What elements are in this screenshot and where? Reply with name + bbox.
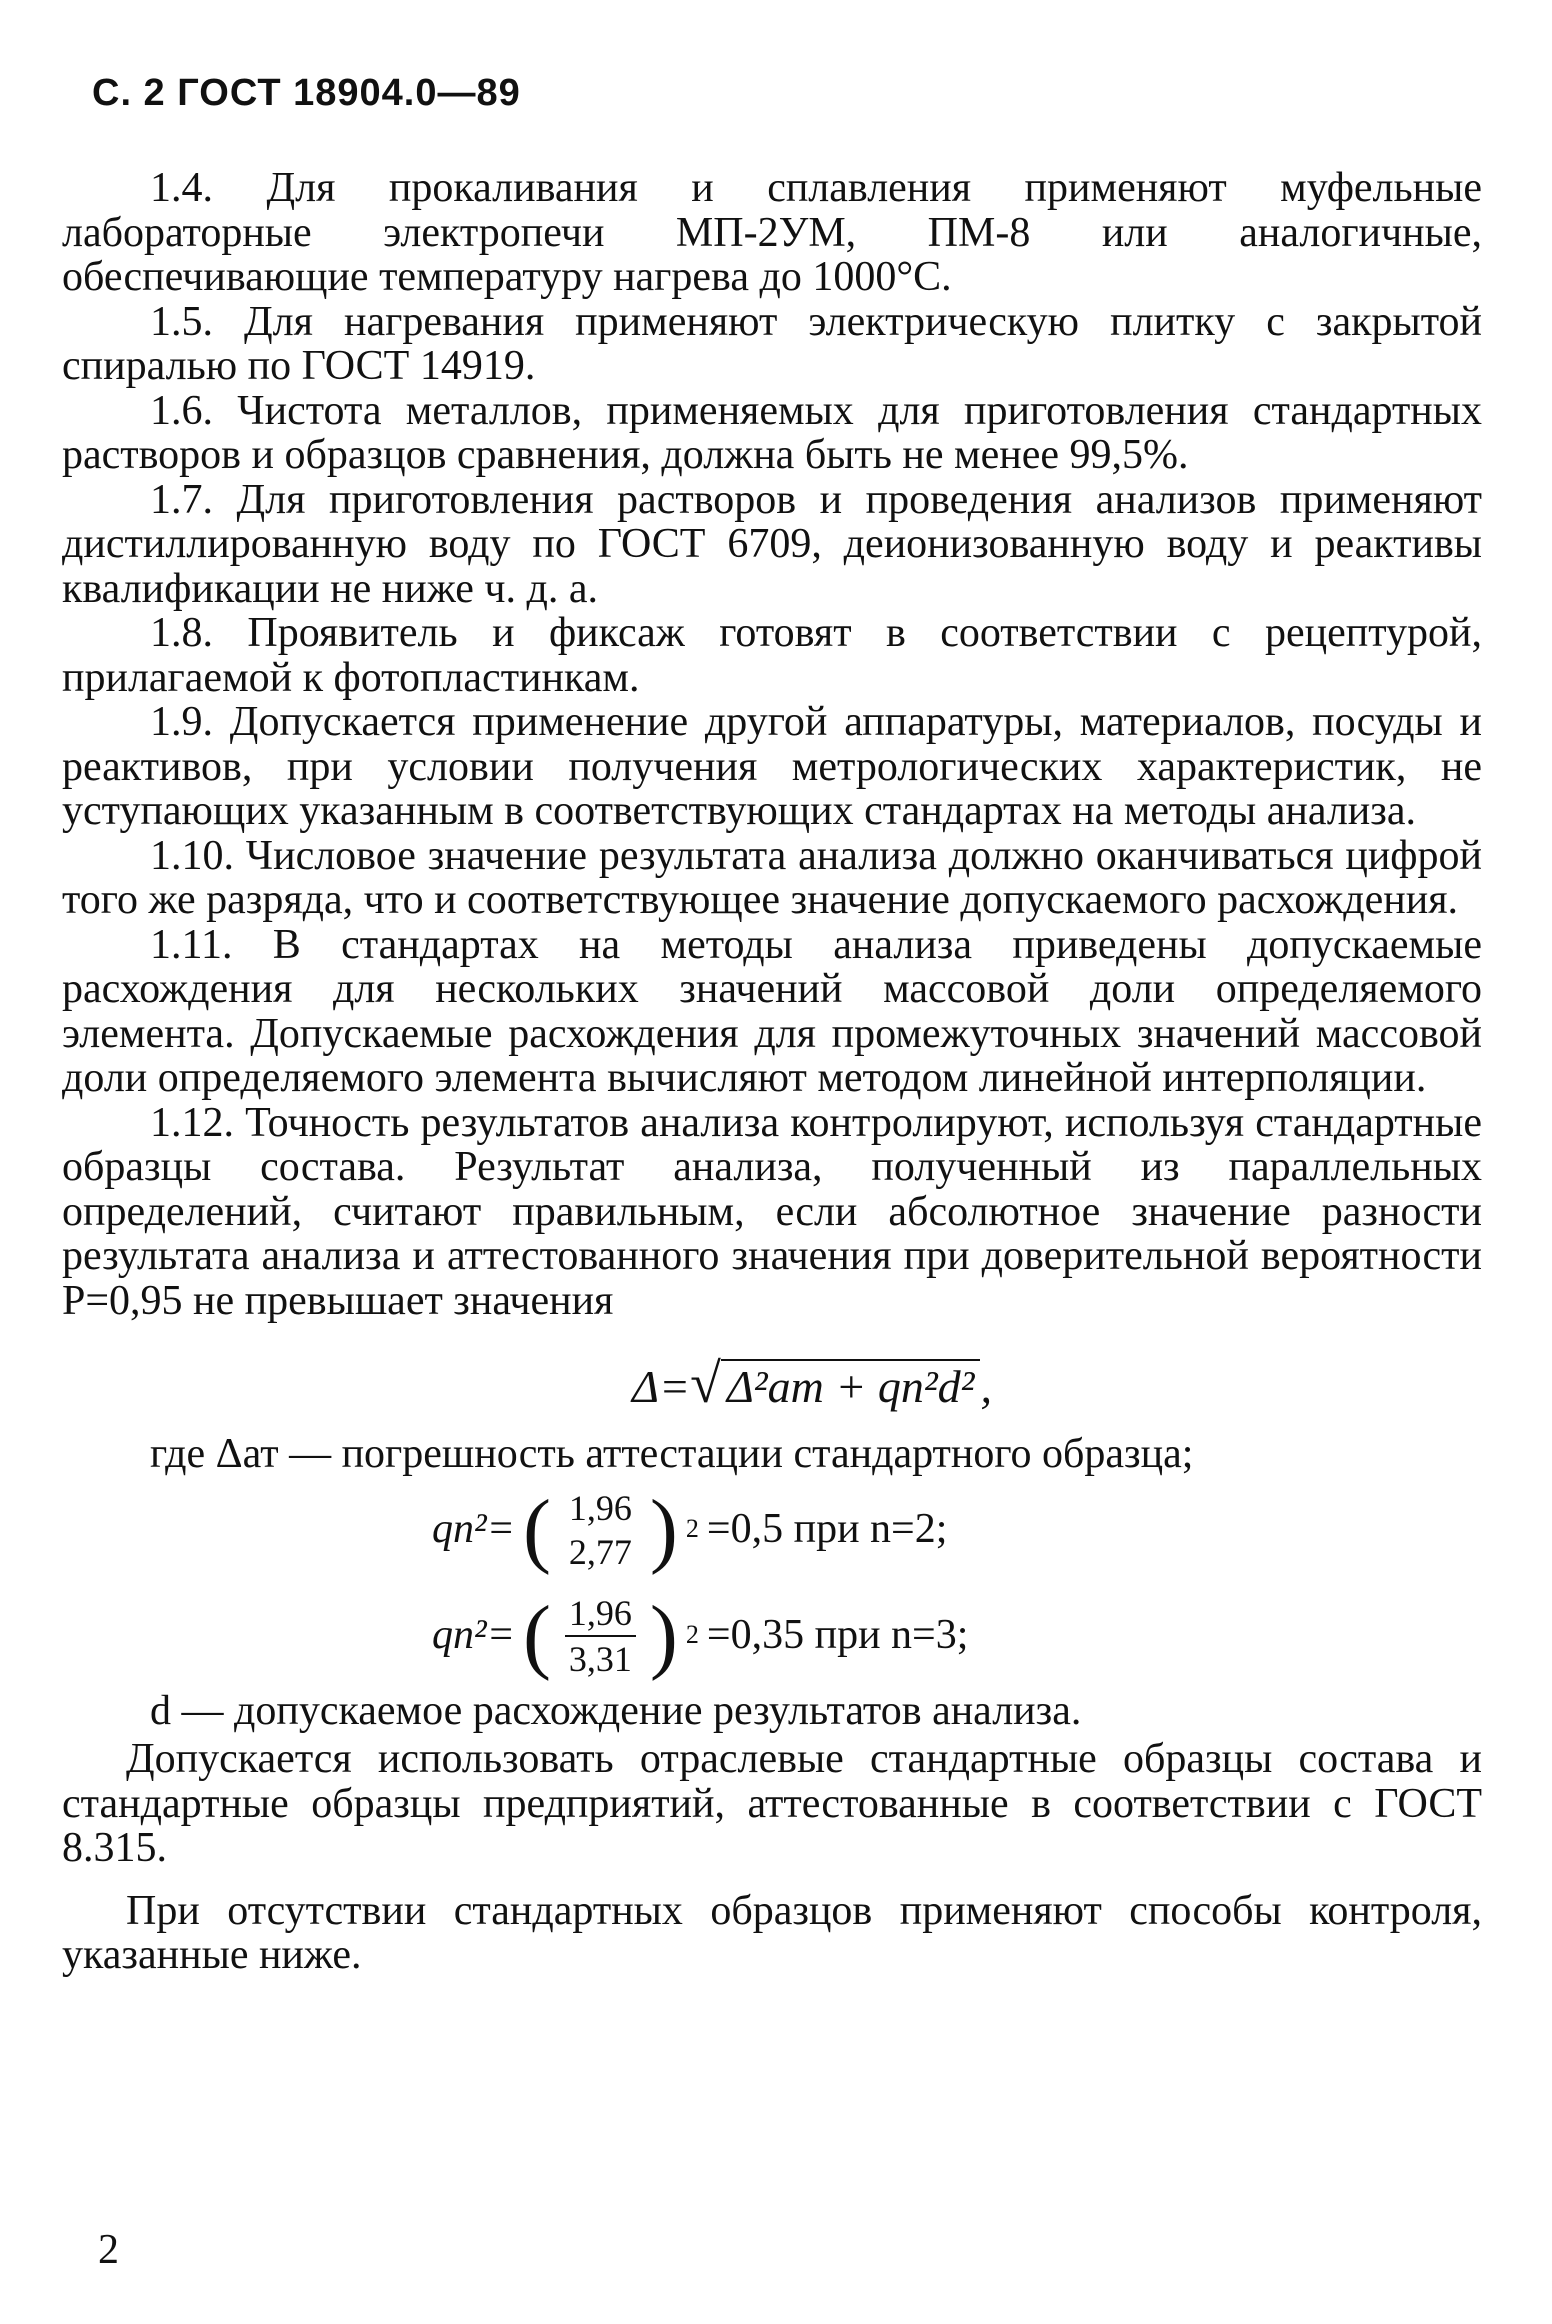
paren-open: (	[522, 1482, 551, 1576]
where-clause: где Δат — погрешность аттестации стандартного образца;	[150, 1431, 1194, 1477]
q-formula-n2	[62, 1477, 1482, 1583]
paren-close: )	[649, 1482, 678, 1576]
fraction-numerator: 1,96	[568, 1487, 632, 1528]
q-rest: =0,5 при n=2;	[706, 1506, 948, 1553]
q-lhs: qn²=	[432, 1612, 515, 1659]
paren-close: )	[649, 1588, 678, 1682]
fraction-denominator: 2,77	[568, 1531, 632, 1572]
paragraph-allowed-samples: Допускается использовать отраслевые стандартные образцы состава и стандартные образцы предприятий, аттестованные в соответствии с ГОСТ 8.315.	[62, 1736, 1482, 1871]
delta-formula	[62, 1337, 1482, 1432]
paren-open: (	[522, 1588, 551, 1682]
d-definition: d — допускаемое расхождение результатов анализа.	[150, 1687, 1082, 1734]
q-formula-n3	[62, 1583, 1482, 1689]
paragraph-1-12: 1.12. Точность результатов анализа контролируют, используя стандартные образцы состава. Результат анализа, полученный из параллельных определений, считают правильным, если абсолютное значение разности результата анализа и аттестованного значения при доверительной вероятности P=0,95 не превышает значения	[62, 1099, 1482, 1324]
radical-sign: √	[690, 1353, 721, 1415]
paragraph-1-7: 1.7. Для приготовления растворов и проведения анализов применяют дистиллированную воду по ГОСТ 6709, деионизованную воду и реактивы квалификации не ниже ч. д. а.	[62, 476, 1482, 612]
paragraph-absent-samples: При отсутствии стандартных образцов применяют способы контроля, указанные ниже.	[62, 1887, 1482, 1978]
formula-radicand: Δ²ат + qn²d²	[721, 1359, 981, 1412]
paragraph-1-4: 1.4. Для прокаливания и сплавления применяют муфельные лабораторные электропечи МП-2УМ, ПМ-8 или аналогичные, обеспечивающие температуру нагрева до 1000°С.	[62, 165, 1482, 300]
exponent: 2	[685, 1514, 699, 1544]
page-number: 2	[98, 2227, 119, 2273]
document-body	[62, 166, 1482, 1978]
paragraph-1-5: 1.5. Для нагревания применяют электрическую плитку с закрытой спиралью по ГОСТ 14919.	[62, 298, 1482, 389]
fraction-numerator: 1,96	[565, 1591, 636, 1637]
q-lhs: qn²=	[432, 1506, 515, 1553]
paragraph-1-9: 1.9. Допускается применение другой аппаратуры, материалов, посуды и реактивов, при условии получения метрологических характеристик, не уступающих указанным в соответствующих стандартах на методы анализа.	[62, 699, 1482, 834]
page-header: С. 2 ГОСТ 18904.0—89	[92, 72, 521, 114]
paragraph-1-11: 1.11. В стандартах на методы анализа приведены допускаемые расхождения для нескольких значений массовой доли определяемого элемента. Допускаемые расхождения для промежуточных значений массовой доли определяемого элемента вычисляют методом линейной интерполяции.	[62, 921, 1482, 1101]
q-rest: =0,35 при n=3;	[706, 1612, 969, 1659]
exponent: 2	[685, 1620, 699, 1650]
paragraph-1-6: 1.6. Чистота металлов, применяемых для приготовления стандартных растворов и образцов сравнения, должна быть не менее 99,5%.	[62, 387, 1482, 478]
formula-trail: ,	[980, 1361, 992, 1412]
fraction-denominator: 3,31	[568, 1638, 632, 1679]
formula-lhs: Δ=	[632, 1361, 691, 1412]
paragraph-1-8: 1.8. Проявитель и фиксаж готовят в соответствии с рецептурой, прилагаемой к фотопластинкам.	[62, 610, 1482, 701]
paragraph-1-10: 1.10. Числовое значение результата анализа должно оканчиваться цифрой того же разряда, что и соответствующее значение допускаемого расхождения.	[62, 832, 1482, 923]
fraction	[565, 1486, 636, 1574]
fraction	[565, 1591, 636, 1681]
